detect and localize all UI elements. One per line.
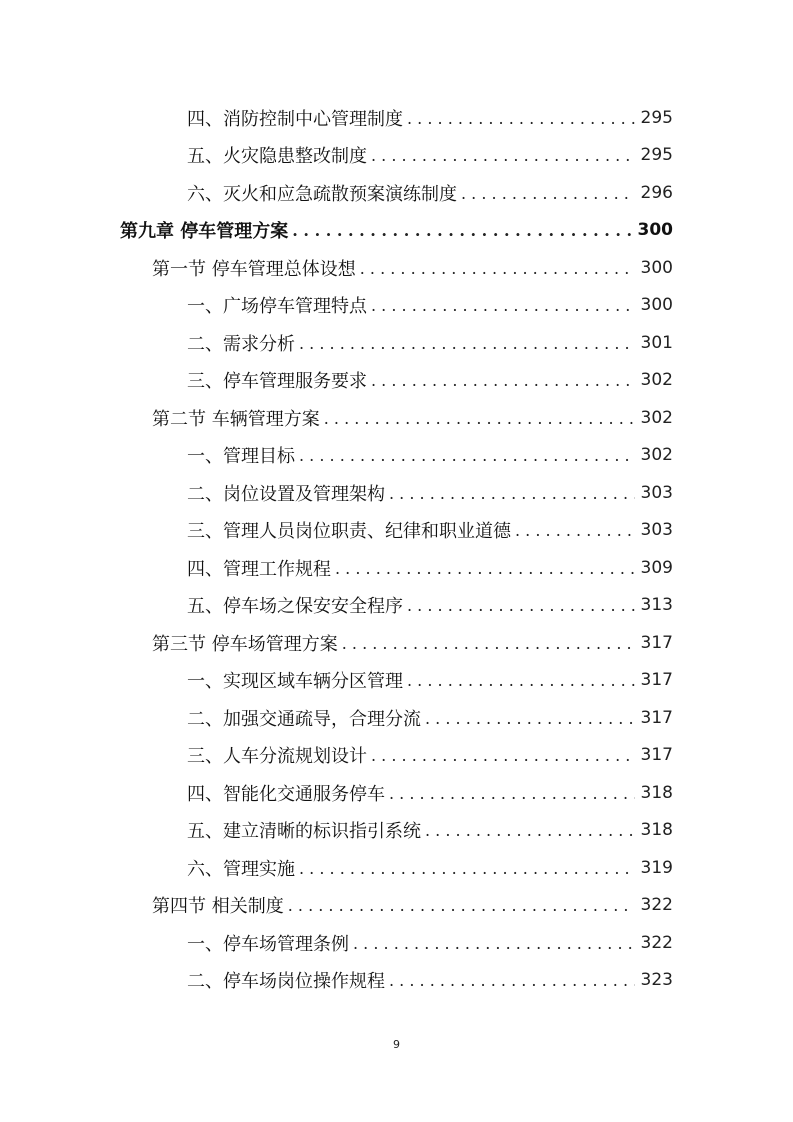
toc-entry-section[interactable] (152, 250, 673, 286)
toc-entry-page-number: 313 (640, 595, 673, 615)
toc-entry-page-number: 317 (640, 745, 673, 765)
toc-entry-label: 第三节 停车场管理方案 (152, 634, 338, 655)
toc-entry-label: 三、停车管理服务要求 (187, 371, 367, 392)
toc-entry-label: 五、停车场之保安安全程序 (187, 596, 403, 617)
toc-dot-leader (371, 371, 635, 390)
toc-entry-label: 一、停车场管理条例 (187, 934, 349, 955)
toc-dot-leader (407, 596, 635, 615)
toc-entry-item[interactable] (187, 587, 673, 623)
toc-entry-item[interactable] (187, 550, 673, 586)
toc-entry-item[interactable] (187, 512, 673, 548)
toc-dot-leader (335, 559, 635, 578)
toc-dot-leader (299, 859, 635, 878)
toc-entry-page-number: 302 (640, 370, 673, 390)
toc-entry-item[interactable] (187, 475, 673, 511)
toc-entry-label: 四、管理工作规程 (187, 559, 331, 580)
toc-entry-item[interactable] (187, 925, 673, 961)
toc-entry-page-number: 303 (640, 520, 673, 540)
toc-entry-section[interactable] (152, 887, 673, 923)
toc-entry-chapter[interactable] (120, 212, 673, 248)
page-number: 9 (393, 1038, 400, 1051)
toc-dot-leader (461, 184, 635, 203)
toc-entry-item[interactable] (187, 662, 673, 698)
toc-entry-section[interactable] (152, 625, 673, 661)
toc-entry-page-number: 309 (640, 558, 673, 578)
toc-dot-leader (515, 521, 635, 540)
toc-entry-section[interactable] (152, 400, 673, 436)
toc-dot-leader (425, 709, 635, 728)
toc-entry-item[interactable] (187, 700, 673, 736)
toc-dot-leader (389, 784, 635, 803)
toc-entry-page-number: 300 (640, 258, 673, 278)
toc-entry-item[interactable] (187, 287, 673, 323)
toc-dot-leader (407, 671, 635, 690)
toc-entry-label: 五、火灾隐患整改制度 (187, 146, 367, 167)
toc-entry-item[interactable] (187, 962, 673, 998)
toc-entry-page-number: 323 (640, 970, 673, 990)
toc-entry-item[interactable] (187, 175, 673, 211)
toc-entry-page-number: 318 (640, 820, 673, 840)
toc-entry-page-number: 318 (640, 783, 673, 803)
toc-entry-item[interactable] (187, 325, 673, 361)
toc-entry-page-number: 295 (640, 108, 673, 128)
toc-entry-label: 一、实现区域车辆分区管理 (187, 671, 403, 692)
toc-dot-leader (371, 296, 635, 315)
toc-entry-page-number: 302 (640, 408, 673, 428)
toc-dot-leader (299, 446, 635, 465)
toc-entry-label: 第九章 停车管理方案 (120, 221, 289, 242)
toc-entry-label: 五、建立清晰的标识指引系统 (187, 821, 421, 842)
toc-entry-page-number: 300 (637, 220, 673, 240)
toc-entry-label: 一、广场停车管理特点 (187, 296, 367, 317)
toc-entry-label: 二、岗位设置及管理架构 (187, 484, 385, 505)
toc-entry-page-number: 317 (640, 670, 673, 690)
toc-entry-label: 三、人车分流规划设计 (187, 746, 367, 767)
toc-entry-page-number: 296 (640, 183, 673, 203)
toc-entry-item[interactable] (187, 362, 673, 398)
toc-entry-page-number: 317 (640, 633, 673, 653)
toc-entry-item[interactable] (187, 100, 673, 136)
toc-dot-leader (425, 821, 635, 840)
toc-entry-label: 第二节 车辆管理方案 (152, 409, 320, 430)
toc-entry-page-number: 317 (640, 708, 673, 728)
toc-entry-item[interactable] (187, 812, 673, 848)
toc-dot-leader (292, 221, 631, 240)
toc-entry-page-number: 322 (640, 895, 673, 915)
toc-entry-page-number: 322 (640, 933, 673, 953)
toc-entry-page-number: 302 (640, 445, 673, 465)
toc-entry-page-number: 300 (640, 295, 673, 315)
toc-entry-label: 三、管理人员岗位职责、纪律和职业道德 (187, 521, 511, 542)
toc-entry-label: 四、智能化交通服务停车 (187, 784, 385, 805)
toc-entry-item[interactable] (187, 775, 673, 811)
toc-entry-item[interactable] (187, 437, 673, 473)
toc-entry-label: 第一节 停车管理总体设想 (152, 259, 356, 280)
toc-entry-label: 六、灭火和应急疏散预案演练制度 (187, 184, 457, 205)
toc-dot-leader (407, 109, 635, 128)
toc-entry-label: 四、消防控制中心管理制度 (187, 109, 403, 130)
toc-dot-leader (389, 484, 635, 503)
toc-dot-leader (371, 746, 635, 765)
toc-entry-item[interactable] (187, 737, 673, 773)
toc-entry-page-number: 303 (640, 483, 673, 503)
toc-dot-leader (288, 896, 635, 915)
toc-entry-label: 二、需求分析 (187, 334, 295, 355)
toc-dot-leader (371, 146, 635, 165)
toc-dot-leader (324, 409, 635, 428)
toc-entry-page-number: 301 (640, 333, 673, 353)
toc-entry-item[interactable] (187, 137, 673, 173)
toc-dot-leader (299, 334, 635, 353)
toc-entry-page-number: 295 (640, 145, 673, 165)
toc-entry-label: 二、停车场岗位操作规程 (187, 971, 385, 992)
toc-dot-leader (353, 934, 635, 953)
toc-dot-leader (389, 971, 635, 990)
toc-entry-label: 第四节 相关制度 (152, 896, 284, 917)
toc-dot-leader (342, 634, 635, 653)
toc-entry-label: 二、加强交通疏导，合理分流 (187, 709, 421, 730)
toc-entry-label: 一、管理目标 (187, 446, 295, 467)
toc-entry-item[interactable] (187, 850, 673, 886)
toc-entry-page-number: 319 (640, 858, 673, 878)
toc-dot-leader (360, 259, 635, 278)
toc-entry-label: 六、管理实施 (187, 859, 295, 880)
